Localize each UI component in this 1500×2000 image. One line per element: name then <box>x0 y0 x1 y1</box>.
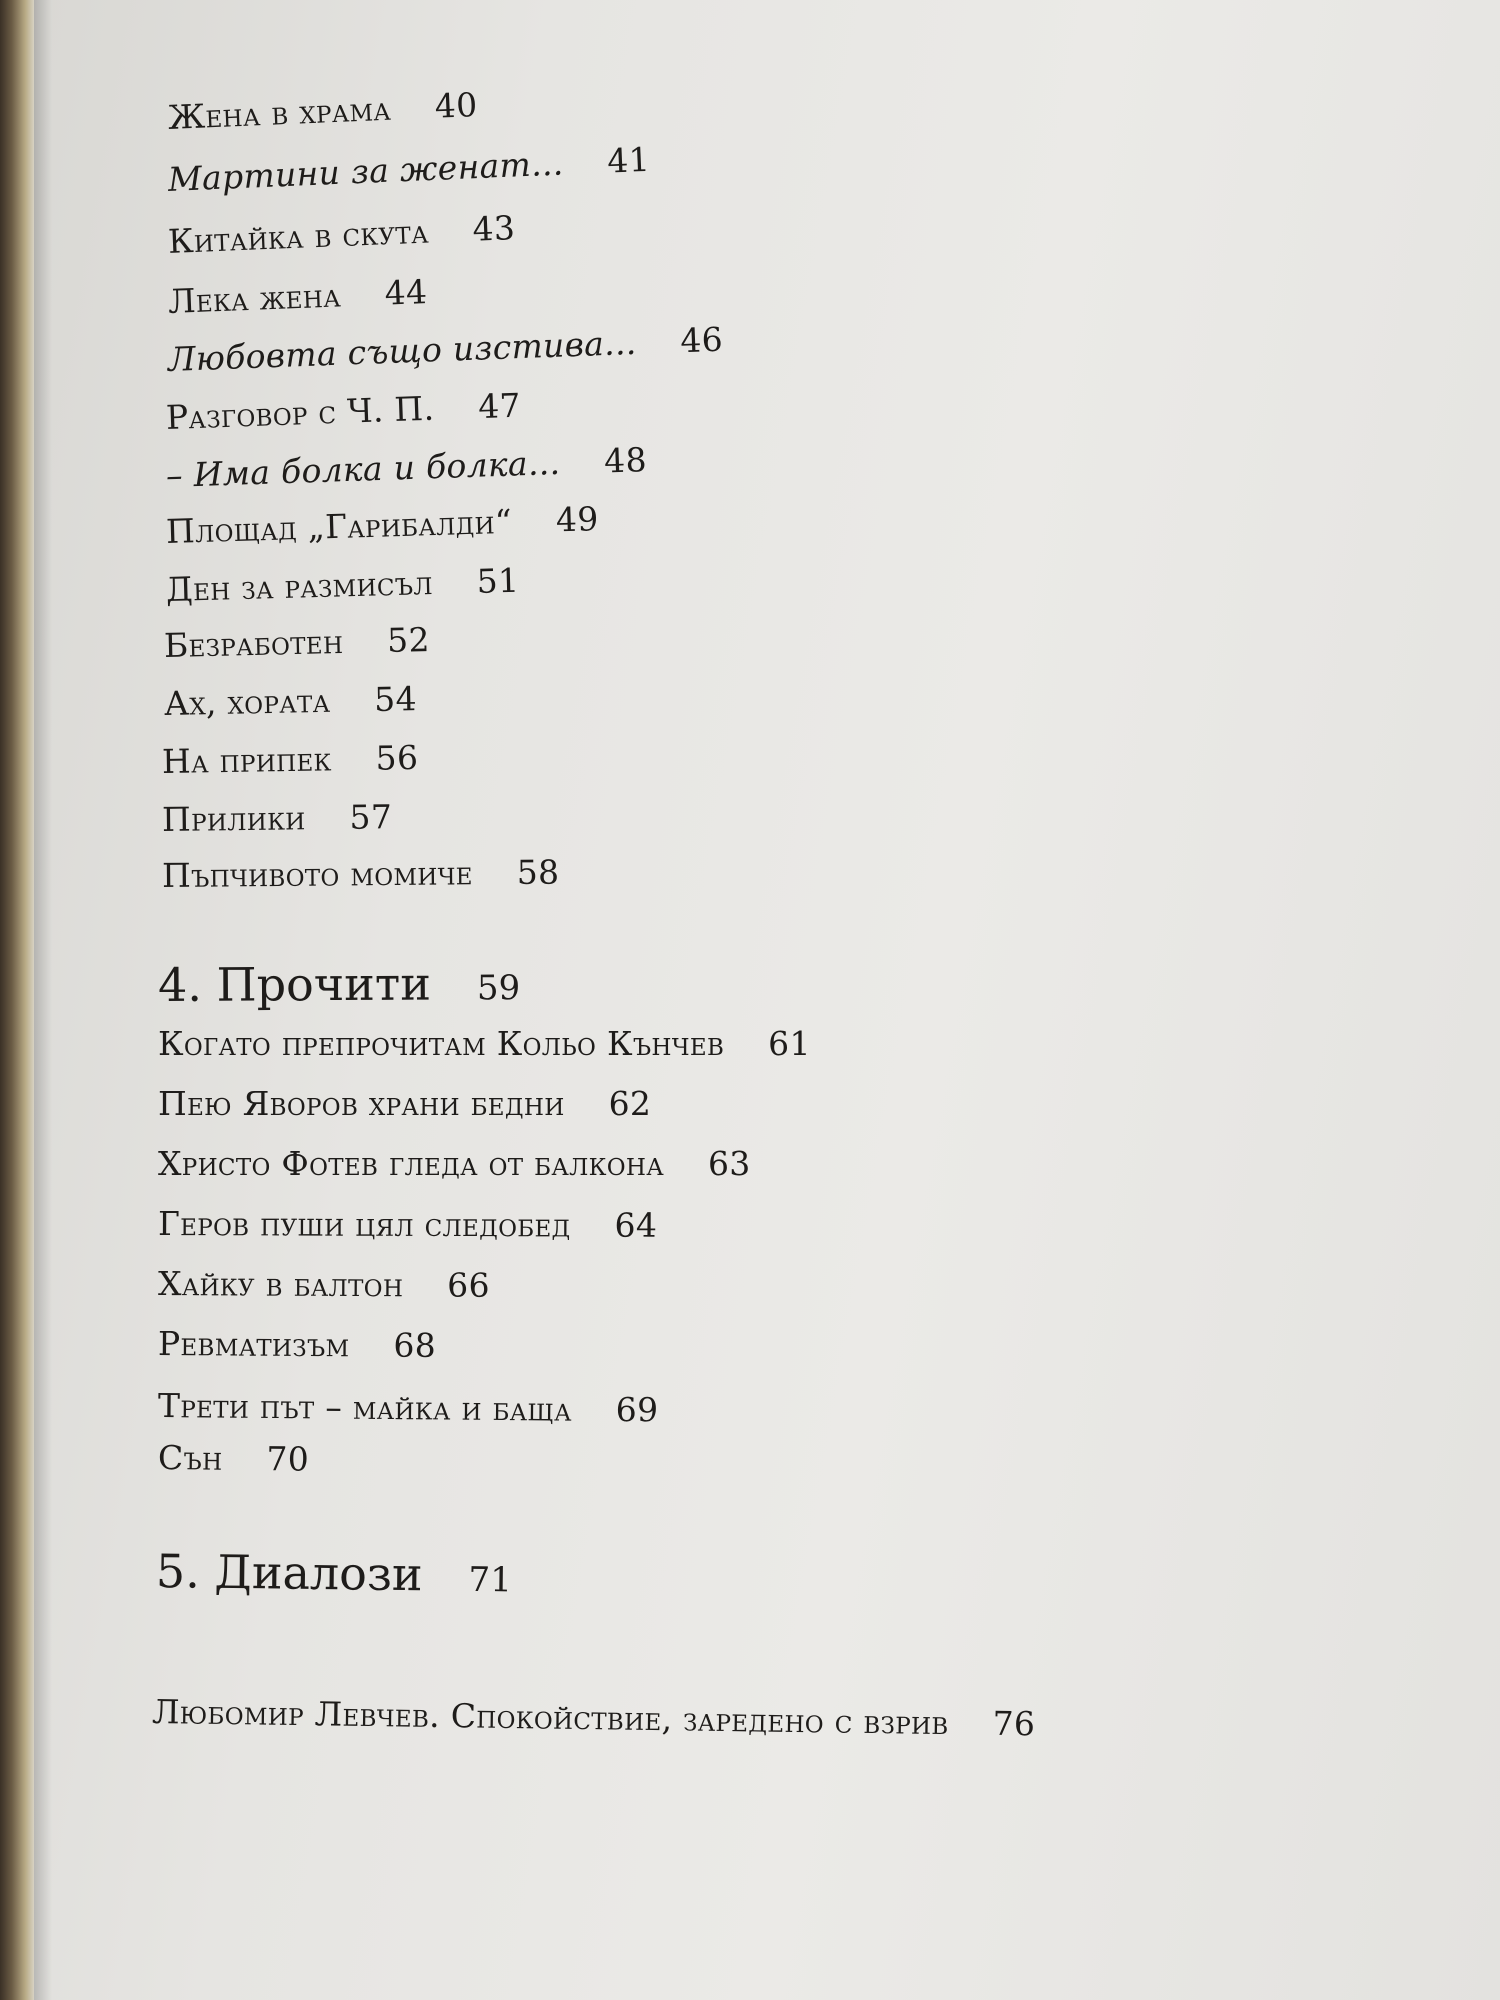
toc-entry-title: Пъпчивото момиче <box>161 853 473 895</box>
toc-entry <box>164 620 431 665</box>
toc-entry-page: 56 <box>375 737 419 778</box>
toc-entry-title: Любовта също изстива... <box>167 322 638 379</box>
toc-entry <box>164 679 418 723</box>
toc-entry <box>167 140 651 199</box>
toc-entry <box>165 440 647 495</box>
toc-entry <box>167 85 478 137</box>
toc-entry <box>158 1024 811 1063</box>
section-title: 5. Диалози <box>155 1544 423 1602</box>
toc-entry-page: 61 <box>768 1024 811 1063</box>
toc-entry-title: Пею Яворов храни бедни <box>158 1084 565 1123</box>
toc-entry-title: – Има болка и болка... <box>165 442 561 495</box>
toc-entry-page: 51 <box>476 560 520 601</box>
toc-entry <box>158 1204 657 1245</box>
toc-entry-page: 62 <box>608 1084 652 1123</box>
toc-entry-title: Геров пуши цял следобед <box>157 1204 571 1245</box>
toc-entry <box>158 1324 436 1365</box>
toc-entry-title: Мартини за женат... <box>167 143 565 199</box>
toc-entry-title: На припек <box>161 739 332 781</box>
toc-entry <box>165 386 521 437</box>
section-title: 4. Прочити <box>157 956 432 1012</box>
toc-entry-page: 48 <box>603 440 648 481</box>
toc-entry-title: Китайка в скута <box>167 211 430 261</box>
toc-entry <box>167 272 428 321</box>
toc-entry <box>167 320 723 379</box>
toc-entry-page: 70 <box>266 1439 310 1479</box>
toc-entry-page: 64 <box>614 1205 658 1245</box>
toc-entry <box>167 208 516 261</box>
toc-entry <box>162 797 393 839</box>
toc-entry-page: 63 <box>707 1144 751 1183</box>
toc-entry-title: Когато препрочитам Кольо Кънчев <box>158 1024 725 1063</box>
toc-entry <box>158 1264 490 1305</box>
toc-entry <box>165 561 519 609</box>
toc-entry-title: Безработен <box>163 621 344 665</box>
toc-entry-page: 58 <box>516 852 560 892</box>
toc-entry-title: Прилики <box>161 798 306 839</box>
toc-entry-title: Ах, хората <box>163 680 331 723</box>
toc-entry-title: Любомир Левчев. Спокойствие, заредено с взрив <box>151 1692 949 1743</box>
toc-entry <box>158 1386 659 1429</box>
section-page: 59 <box>476 968 521 1009</box>
toc-entry-title: Лека жена <box>167 275 342 321</box>
toc-entry-page: 43 <box>471 208 516 249</box>
toc-entry-page: 68 <box>393 1325 437 1365</box>
toc-entry-title: Трети път – майка и баща <box>157 1386 572 1429</box>
toc-entry-page: 41 <box>606 139 651 181</box>
toc-entry <box>158 1144 751 1183</box>
toc-entry-page: 76 <box>992 1703 1036 1744</box>
section-heading-5 <box>156 1544 513 1602</box>
toc-entry-title: Ден за размисъл <box>165 563 434 609</box>
toc-entry-page: 54 <box>373 679 418 719</box>
toc-entry-title: Сън <box>157 1438 223 1478</box>
toc-entry-page: 40 <box>434 85 479 126</box>
toc-entry <box>158 1084 651 1123</box>
toc-entry <box>158 1438 309 1479</box>
toc-entry-title: Христо Фотев гледа от балкона <box>158 1144 664 1183</box>
toc-entry-page: 52 <box>386 619 431 660</box>
toc-entry-title: Ревматизъм <box>157 1324 350 1365</box>
toc-entry-page: 44 <box>383 272 428 313</box>
toc-entry-title: Жена в храма <box>167 88 392 137</box>
toc-entry-title: Хайку в балтон <box>157 1264 404 1305</box>
toc-entry-page: 47 <box>477 385 522 427</box>
toc-entry-afterword <box>152 1692 1036 1743</box>
toc-entry <box>165 499 599 551</box>
section-page: 71 <box>468 1559 513 1601</box>
toc-entry-page: 57 <box>349 797 393 837</box>
toc-entry-page: 66 <box>447 1265 490 1305</box>
toc-entry <box>162 853 560 895</box>
toc-entry <box>162 738 419 781</box>
toc-entry-page: 69 <box>615 1389 659 1430</box>
toc-entry-page: 49 <box>555 499 600 540</box>
toc-entry-title: Площад „Гарибалди“ <box>165 501 513 551</box>
toc-entry-title: Разговор с Ч. П. <box>165 388 435 437</box>
toc-entry-page: 46 <box>679 319 724 361</box>
section-heading-4 <box>158 956 520 1012</box>
